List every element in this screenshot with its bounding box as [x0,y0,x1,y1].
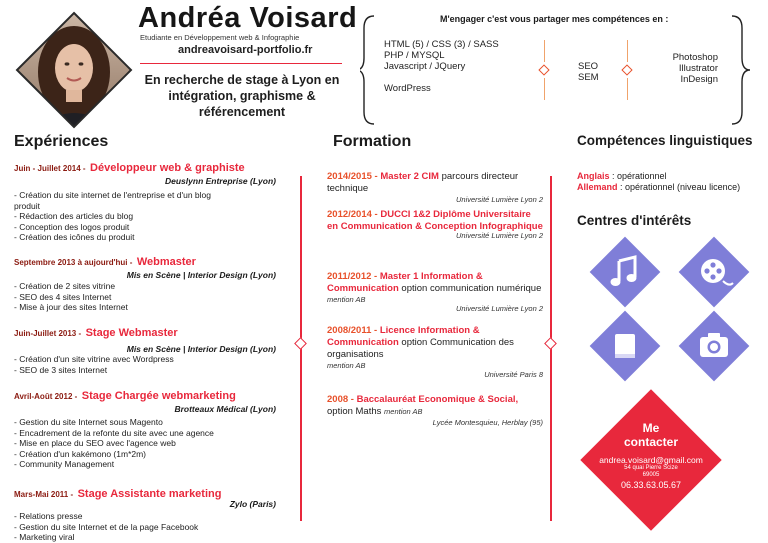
experience-task: - Mise en place du SEO avec l'agence web [14,438,176,448]
skill-item: PHP / MYSQL [384,50,445,61]
formation-school: Université Lumière Lyon 2 [456,304,543,313]
formation-mention: mention AB [327,361,366,370]
contact-email[interactable]: andrea.voisard@gmail.com [599,455,703,465]
interests-title: Centres d'intérêts [577,213,692,228]
formation-school: Lycée Montesquieu, Herblay (95) [432,418,543,427]
experience-role: Développeur web & graphiste [90,162,245,174]
language-item [577,171,740,182]
experience-task: - Création de 2 sites vitrine [14,281,116,291]
formation-detail: option communication numérique [398,283,542,294]
skill-item: Photoshop [672,52,718,63]
skill-item: WordPress [384,83,431,94]
skill-item: HTML (5) / CSS (3) / SASS [384,39,499,50]
camera-icon [689,321,739,371]
language-item [577,182,740,193]
experience-company: Zylo (Paris) [229,499,276,509]
formation-year: 2014/2015 - [327,171,378,182]
experience-task: - Création du site internet de l'entreprise et d'un blog [14,190,211,200]
experience-task: - Création d'un site vitrine avec Wordpress [14,354,174,364]
skills-separator [627,40,628,62]
formation-school: Université Lumière Lyon 2 [456,231,543,240]
experience-task: - SEO des 4 sites Internet [14,291,112,302]
formation-degree: Licence Information & Communication [327,325,480,348]
experience-role: Stage Chargée webmarketing [81,390,236,402]
formation-year: 2008 - [327,394,354,405]
experience-task: - Relations presse [14,511,83,521]
formation-degree: Baccalauréat Economique & Social, [356,394,519,405]
interest-photography [679,311,749,381]
language-level: : opérationnel [609,171,667,181]
experience-date: Avril-Août 2012 - [14,392,78,401]
experience-task: - Gestion du site Internet sous Magento [14,417,163,427]
web-skills-list [384,39,499,94]
candidate-name: Andréa Voisard [138,2,358,34]
candidate-subtitle: Etudiante en Développement web & Infographie [140,33,300,42]
search-statement: En recherche de stage à Lyon en intégration, graphisme & référencement [144,73,340,119]
skills-separator [627,78,628,100]
music-icon [600,247,650,297]
formation-item [327,171,543,204]
formation-degree: Master 2 CIM [380,171,439,182]
contact-title: contacter [623,435,679,449]
contact-title: Me [642,421,660,435]
experience-item [14,323,284,375]
skills-separator [544,40,545,62]
contact-phone[interactable]: 06.33.63.05.67 [620,480,682,490]
timeline-diamond [294,337,307,350]
experience-company: Mis en Scène | Interior Design (Lyon) [126,270,276,280]
experience-date: Juin - Juillet 2014 - [14,164,86,173]
skill-item: InDesign [680,74,718,85]
interest-cinema [679,237,749,307]
formation-title: Formation [333,133,412,150]
experience-role: Stage Webmaster [85,327,178,339]
formation-year: 2012/2014 - [327,209,378,220]
experience-task: - Création des icônes du produit [14,232,135,242]
formation-detail: option Maths [327,406,385,417]
experience-task: - Gestion du site Internet et de la page Facebook [14,521,199,532]
experience-company: Deuslynn Entreprise (Lyon) [165,176,276,186]
experience-task: - Création d'un kakémono (1m*2m) [14,448,147,459]
experience-role: Webmaster [136,256,196,268]
experience-item [14,158,284,243]
skill-item: SEO [578,61,599,72]
experience-item [14,386,284,470]
formation-school: Université Paris 8 [484,370,543,379]
experience-task: - Marketing viral [14,532,75,542]
skill-item: SEM [578,72,599,83]
book-icon [600,321,650,371]
interest-reading [590,311,660,381]
formation-year: 2008/2011 - [327,325,378,336]
experience-task: - SEO de 3 sites Internet [14,364,108,375]
experience-task: - Conception des logos produit [14,221,130,232]
languages-list [577,171,740,193]
language-name: Allemand [577,182,618,192]
experience-company: Mis en Scène | Interior Design (Lyon) [126,344,276,354]
experience-date: Juin-Juillet 2013 - [14,329,82,338]
skills-separator [544,78,545,100]
experience-company: Brotteaux Médical (Lyon) [174,404,276,414]
language-name: Anglais [577,171,610,181]
formation-detail: option Communication des organisations [327,337,514,360]
experience-task: - Mise à jour des sites Internet [14,302,128,312]
formation-item [327,394,543,427]
contact-address: 54 quai Pierre Scize [624,465,678,471]
formation-item [327,209,543,240]
experience-task: produit [14,200,40,211]
experience-task: - Encadrement de la refonte du site avec une agence [14,427,214,438]
experience-date: Septembre 2013 à aujourd'hui - [14,258,133,267]
seo-skills-list [578,61,599,83]
header-divider [140,63,342,64]
skills-title: M'engager c'est vous partager mes compétences en : [440,14,669,24]
film-reel-icon [689,247,739,297]
experience-task: - Rédaction des articles du blog [14,211,134,221]
skill-item [384,72,499,83]
experience-item [14,484,284,543]
formation-school: Université Lumière Lyon 2 [456,195,543,204]
experience-role: Stage Assistante marketing [77,488,222,500]
skill-item: Javascript / JQuery [384,61,466,72]
experience-date: Mars-Mai 2011 - [14,490,74,499]
formation-mention: mention AB [384,407,423,416]
experiences-title: Expériences [14,133,109,150]
contact-postcode: 69005 [642,472,660,478]
skill-item: Illustrator [678,63,718,74]
formation-degree: Master 1 Information & Communication [327,271,483,294]
formation-item [327,271,543,313]
graphic-skills-list [650,52,718,85]
languages-title: Compétences linguistiques [577,133,753,148]
formation-mention: mention AB [327,295,366,304]
formation-year: 2011/2012 - [327,271,378,282]
contact-block [588,421,714,490]
experience-item [14,252,284,313]
language-level: : opérationnel (niveau licence) [617,182,741,192]
formation-item [327,325,543,379]
timeline-diamond [544,337,557,350]
profile-photo [14,10,134,130]
formation-detail: parcours directeur technique [327,171,519,194]
formation-degree: DUCCI 1&2 Diplôme Universitaire en Communication & Conception Infographique [327,209,543,232]
portfolio-link[interactable]: andreavoisard-portfolio.fr [178,44,313,56]
experience-task: - Community Management [14,459,115,469]
interest-music [590,237,660,307]
